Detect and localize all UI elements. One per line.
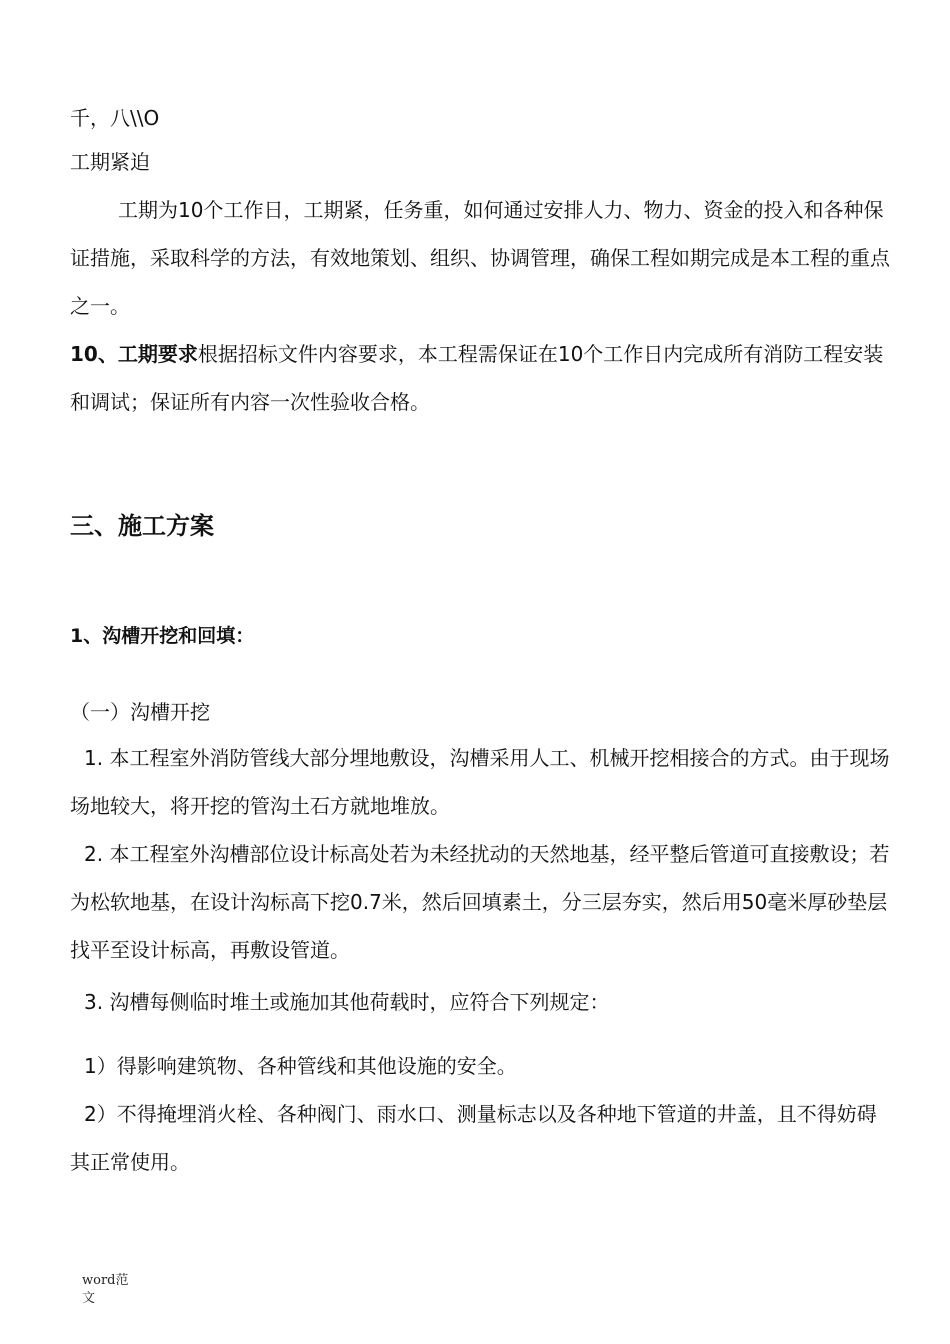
sub-item-2: 2）不得掩埋消火栓、各种阀门、雨水口、测量标志以及各种地下管道的井盖，且不得妨碍其正常使用。: [70, 1102, 877, 1174]
list-item-2: 2. 本工程室外沟槽部位设计标高处若为未经扰动的天然地基，经平整后管道可直接敷设；若为松软地基，在设计沟标高下挖0.7米，然后回填素土，分三层夯实，然后用50毫米厚砂垫层找平至设计标高，再敷设管道。: [70, 842, 890, 962]
requirement-label: 10、工期要求: [70, 342, 198, 366]
footer-watermark: word范文: [82, 1273, 129, 1306]
section-title-schedule: 工期紧迫: [70, 150, 150, 174]
text-fragment: 千，八\\O: [70, 106, 160, 130]
list-item-3: 3. 沟槽每侧临时堆土或施加其他荷载时，应符合下列规定：: [84, 990, 610, 1014]
requirement-paragraph: [70, 330, 890, 426]
subsection-title: （一）沟槽开挖: [70, 700, 210, 724]
chapter-title: 三、施工方案: [70, 512, 214, 540]
schedule-paragraph: 工期为10个工作日，工期紧，任务重，如何通过安排人力、物力、资金的投入和各种保证措施，采取科学的方法，有效地策划、组织、协调管理，确保工程如期完成是本工程的重点之一。: [70, 198, 890, 318]
sub-item-1: 1）得影响建筑物、各种管线和其他设施的安全。: [84, 1054, 517, 1078]
section1-title: 1、沟槽开挖和回填：: [70, 625, 255, 647]
requirement-text: 根据招标文件内容要求，本工程需保证在10个工作日内完成所有消防工程安装和调试；保证所有内容一次性验收合格。: [70, 342, 884, 414]
list-item-1: 1. 本工程室外消防管线大部分埋地敷设，沟槽采用人工、机械开挖相接合的方式。由于现场场地较大，将开挖的管沟土石方就地堆放。: [70, 746, 890, 818]
